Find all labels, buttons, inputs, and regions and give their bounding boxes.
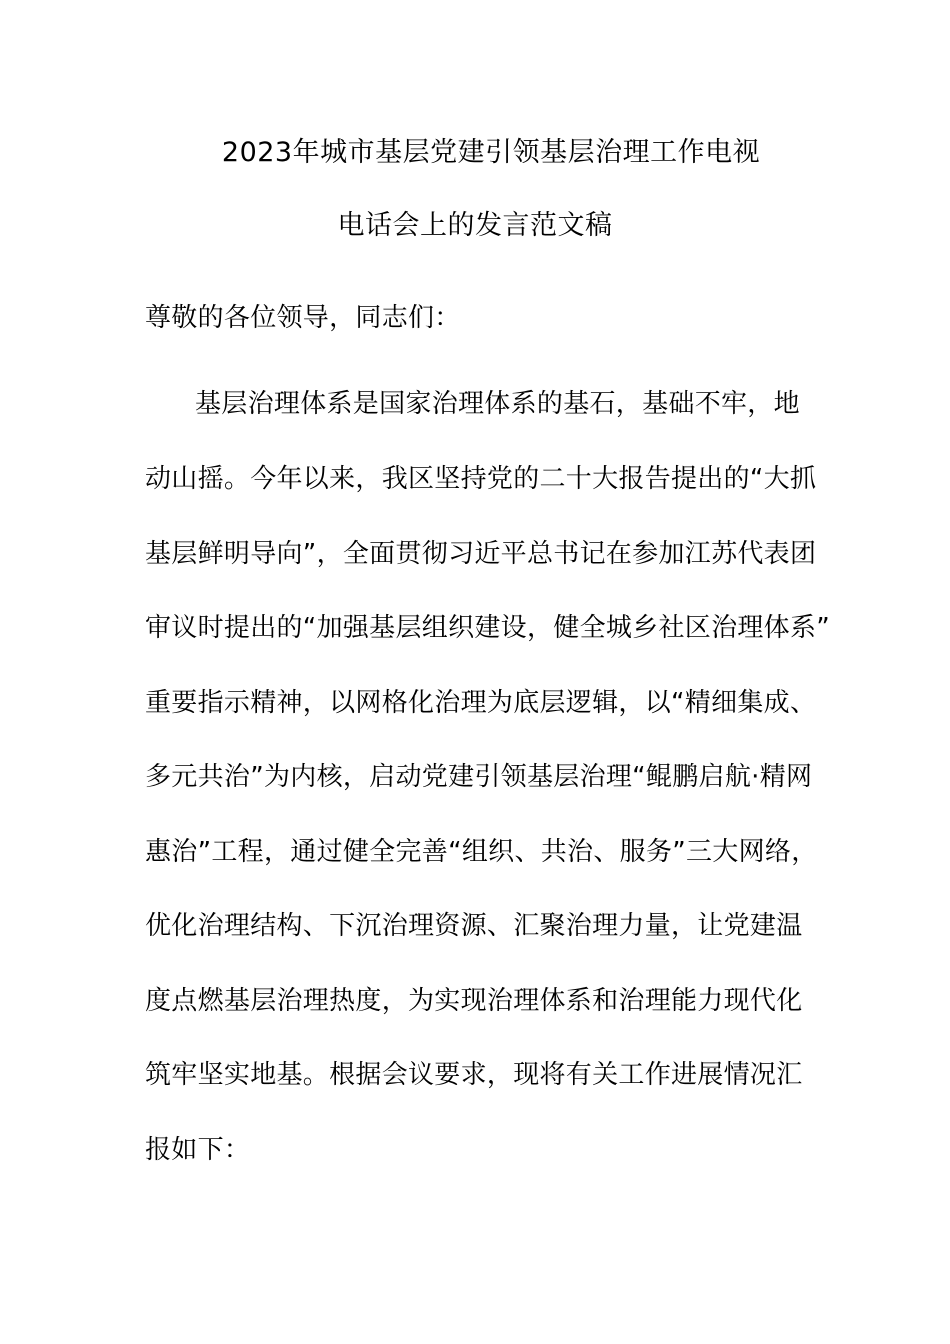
paragraph-line: 基层鲜明导向”，全面贯彻习近平总书记在参加江苏代表团 [145,539,817,569]
paragraph-line: 重要指示精神，以网格化治理为底层逻辑，以“精细集成、 [145,688,817,718]
salutation: 尊敬的各位领导，同志们： [145,303,461,333]
paragraph-line: 度点燃基层治理热度，为实现治理体系和治理能力现代化 [145,986,803,1016]
paragraph-line: 审议时提出的“加强基层组织建设，健全城乡社区治理体系” [145,613,831,643]
paragraph-line: 报如下： [145,1135,251,1165]
paragraph-line: 优化治理结构、下沉治理资源、汇聚治理力量，让党建温 [145,911,803,941]
paragraph-line: 动山摇。今年以来，我区坚持党的二十大报告提出的“大抓 [145,464,817,494]
paragraph-line: 多元共治”为内核，启动党建引领基层治理“鲲鹏启航·精网 [145,762,813,792]
paragraph-line: 惠治”工程，通过健全完善“组织、共治、服务”三大网络， [145,837,818,867]
paragraph-line: 基层治理体系是国家治理体系的基石，基础不牢，地 [195,389,800,419]
document-title-line-2: 电话会上的发言范文稿 [337,210,613,241]
document-title-line-1: 2023年城市基层党建引领基层治理工作电视 [221,137,761,168]
paragraph-line: 筑牢坚实地基。根据会议要求，现将有关工作进展情况汇 [145,1060,803,1090]
